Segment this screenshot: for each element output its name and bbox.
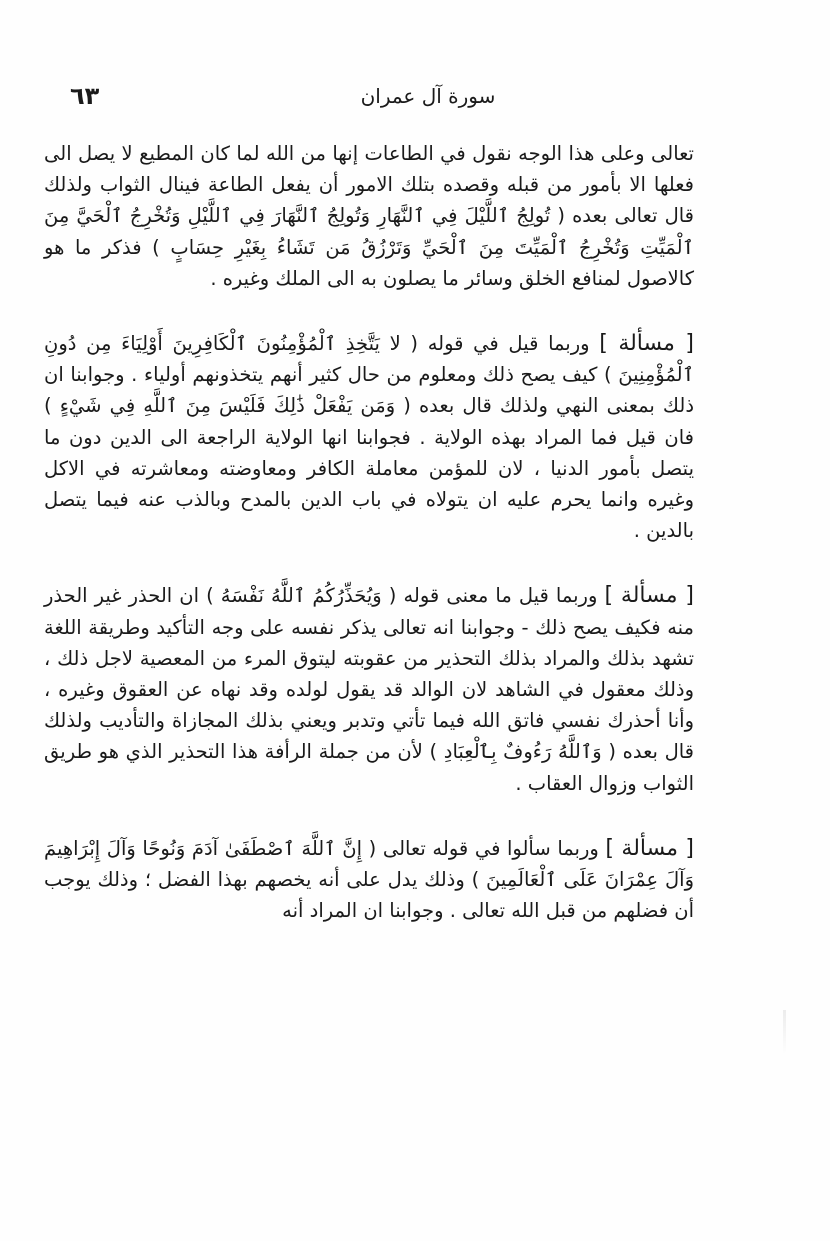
page-number: ٦٣	[70, 82, 100, 110]
paragraph-text: وربما قيل ما معنى قوله ( وَيُحَذِّرُكُمُ ٱللَّهُ نَفْسَهُ ) ان الحذر غير الحذر منه فكيف يصح ذلك - وجوابنا انه تعالى يذكر نفسه على وجه التأكيد وطريقة اللغة تشهد بذلك والمراد بذلك التحذير من عقوبته ليتوق المرء من المعصية لاجل ذلك ، وذلك معقول في الشاهد لان الوالد قد يقول لولده وقد نهاه عن العقوق وغيره ، وأنا أحذرك نفسي فاتق الله فيما تأتي وتدبر ويعني بذلك المجازاة والتأديب ولذلك قال بعده ( وَٱللَّهُ رَءُوفٌ بِٱلْعِبَادِ ) لأن من جملة الرأفة هذا التحذير الذي هو طريق الثواب وزوال العقاب .	[44, 584, 694, 795]
masala-heading: [ مسألة ]	[605, 835, 695, 861]
paragraph-text: وربما قيل في قوله ( لا يَتَّخِذِ ٱلْمُؤْمِنُونَ ٱلْكَافِرِينَ أَوْلِيَاءَ مِن دُونِ ٱلْمُؤْمِنِينَ ) كيف يصح ذلك ومعلوم من حال كثير أنهم يتخذونهم أولياء . وجوابنا ان ذلك بمعنى النهي ولذلك قال بعده ( وَمَن يَفْعَلْ ذَٰلِكَ فَلَيْسَ مِنَ ٱللَّهِ فِي شَيْءٍ ) فان قيل فما المراد بهذه الولاية . فجوابنا انها الولاية الراجعة الى الدين دون ما يتصل بأمور الدنيا ، لان للمؤمن معاملة الكافر ومعاوضته ومعاشرته في الاكل وغيره وانما يحرم عليه ان يتولاه في باب الدين بالمدح وبالذب عنه فيما يتصل بالدين .	[44, 332, 694, 543]
paragraph-continuation	[44, 138, 694, 294]
masala-heading: [ مسألة ]	[604, 583, 694, 609]
paragraph-masala-1	[44, 328, 694, 546]
running-title: سورة آل عمران	[360, 84, 496, 108]
paragraph-text: تعالى وعلى هذا الوجه نقول في الطاعات إنها من الله لما كان المطيع لا يصل الى فعلها الا بأمور من قبله وقصده بتلك الامور أن يفعل الطاعة فينال الثواب ولذلك قال تعالى بعده ( تُولِجُ ٱللَّيْلَ فِي ٱلنَّهَارِ وَتُولِجُ ٱلنَّهَارَ فِي ٱللَّيْلِ وَتُخْرِجُ ٱلْحَيَّ مِنَ ٱلْمَيِّتِ وَتُخْرِجُ ٱلْمَيِّتَ مِنَ ٱلْحَيِّ وَتَرْزُقُ مَن تَشَاءُ بِغَيْرِ حِسَابٍ ) فذكر ما هو كالاصول لمنافع الخلق وسائر ما يصلون به الى الملك وغيره .	[44, 142, 694, 290]
paragraph-masala-2	[44, 580, 694, 798]
scan-artifact	[783, 1010, 786, 1056]
paragraph-text: وربما سألوا في قوله تعالى ( إِنَّ ٱللَّهَ ٱصْطَفَىٰ آدَمَ وَنُوحًا وَآلَ إِبْرَاهِيمَ وَآلَ عِمْرَانَ عَلَى ٱلْعَالَمِينَ ) وذلك يدل على أنه يخصهم بهذا الفضل ؛ وذلك يوجب أن فضلهم من قبل الله تعالى . وجوابنا ان المراد أنه	[44, 836, 694, 923]
paragraph-masala-3	[44, 833, 694, 927]
body-text	[44, 138, 694, 926]
page-header	[48, 82, 708, 112]
masala-heading: [ مسألة ]	[599, 331, 694, 357]
